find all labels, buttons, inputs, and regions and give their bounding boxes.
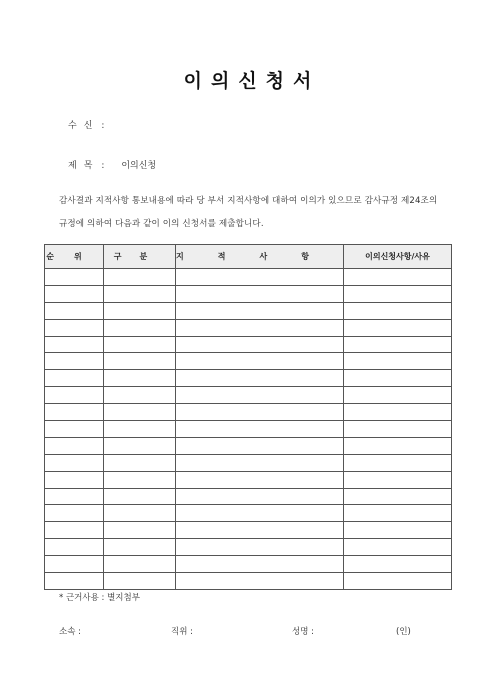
table-cell [104,336,176,353]
table-cell [45,573,104,590]
table-cell [104,539,176,556]
table-cell [104,454,176,471]
table-cell [45,269,104,286]
table-cell [104,387,176,404]
subject-line [68,158,156,171]
table-cell [344,387,452,404]
table-row [45,336,452,353]
table-cell [176,421,344,438]
table-row [45,404,452,421]
table-cell [104,488,176,505]
table-cell [344,336,452,353]
table-cell [344,421,452,438]
table-cell [344,437,452,454]
table-cell [176,539,344,556]
table-cell [344,556,452,573]
table-row [45,285,452,302]
table-cell [45,522,104,539]
table-cell [176,437,344,454]
table-cell [45,505,104,522]
table-row [45,387,452,404]
table-cell [176,370,344,387]
table-cell [45,539,104,556]
recipient-colon: : [101,121,105,131]
table-row [45,319,452,336]
name-label: 성명 : [292,627,314,637]
table-cell [176,454,344,471]
table-cell [104,505,176,522]
table-cell [104,269,176,286]
table-row [45,353,452,370]
table-cell [344,522,452,539]
table-cell [104,471,176,488]
table-cell [344,488,452,505]
table-cell [344,353,452,370]
header-finding: 지적사항 [176,245,344,269]
table-row [45,539,452,556]
subject-colon: : [101,161,105,171]
table-cell [344,269,452,286]
table-cell [104,556,176,573]
table-row [45,454,452,471]
document-title: 이의신청서 [183,70,321,92]
header-objection-reason: 이의신청사항/사유 [344,245,452,269]
table-row [45,269,452,286]
subject-label: 제목 [68,161,100,171]
table-cell [176,471,344,488]
header-category: 구분 [104,245,176,269]
objection-table [44,244,452,590]
table-cell [104,573,176,590]
table-cell [104,285,176,302]
table-cell [176,522,344,539]
table-cell [104,302,176,319]
table-cell [344,539,452,556]
table-cell [176,336,344,353]
table-cell [104,437,176,454]
subject-value: 이의신청 [121,161,157,171]
table-cell [104,522,176,539]
table-cell [344,319,452,336]
table-cell [45,471,104,488]
table-row [45,471,452,488]
recipient-label: 수신 [68,121,100,131]
table-cell [344,505,452,522]
seal-label: (인) [396,627,411,637]
table-cell [45,404,104,421]
table-cell [344,370,452,387]
table-cell [176,285,344,302]
position-label: 직위 : [171,627,193,637]
table-cell [45,454,104,471]
table-cell [176,302,344,319]
table-cell [104,370,176,387]
table-row [45,370,452,387]
table-cell [104,404,176,421]
table-cell [45,336,104,353]
table-header-row [45,245,452,269]
table-cell [176,488,344,505]
recipient-line [68,118,118,131]
attachment-note: * 근거사용 : 별지첨부 [59,593,140,603]
table-cell [344,404,452,421]
table-cell [344,285,452,302]
table-row [45,522,452,539]
table-cell [344,573,452,590]
table-cell [176,573,344,590]
paragraph-line-1: 감사결과 지적사항 통보내용에 따라 당 부서 지적사항에 대하여 이의가 있으므로 감사규정 제24조의 [59,196,438,206]
table-cell [45,302,104,319]
header-rank: 순위 [45,245,104,269]
paragraph-line-2: 규정에 의하여 다음과 같이 이의 신청서를 제출합니다. [59,219,264,229]
table-row [45,556,452,573]
table-cell [45,370,104,387]
table-row [45,437,452,454]
affiliation-label: 소속 : [59,627,81,637]
table-cell [176,505,344,522]
table-cell [45,285,104,302]
table-row [45,302,452,319]
table-cell [176,319,344,336]
table-cell [104,421,176,438]
table-cell [176,387,344,404]
table-cell [45,556,104,573]
table-cell [104,353,176,370]
table-row [45,573,452,590]
body-paragraph [59,190,459,236]
table-body [45,269,452,590]
table-cell [176,353,344,370]
table-cell [45,437,104,454]
table-cell [176,269,344,286]
table-cell [45,319,104,336]
table-row [45,505,452,522]
table-cell [176,404,344,421]
table-cell [45,421,104,438]
table-cell [104,319,176,336]
table-cell [45,353,104,370]
table-row [45,488,452,505]
table-cell [45,387,104,404]
table-row [45,421,452,438]
table-cell [176,556,344,573]
table-cell [45,488,104,505]
table-cell [344,302,452,319]
table-cell [344,471,452,488]
table-cell [344,454,452,471]
